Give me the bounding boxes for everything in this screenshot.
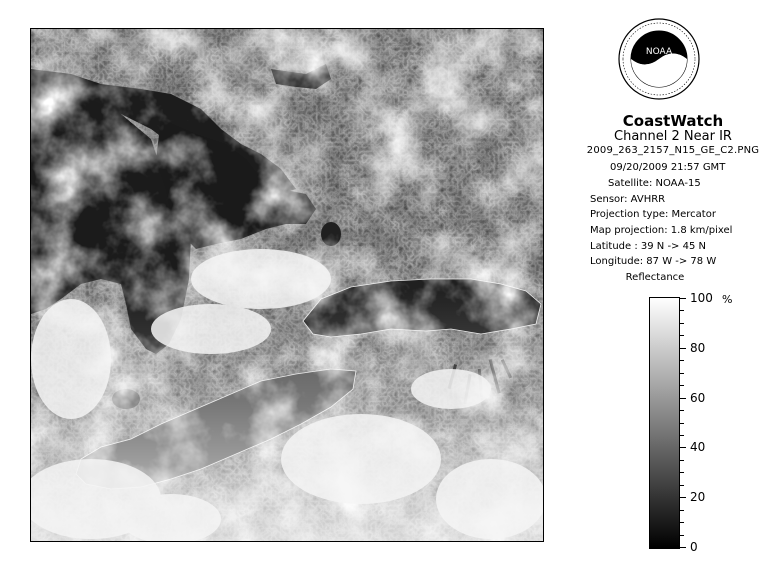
latitude-label: Latitude : 39 N -> 45 N bbox=[590, 241, 706, 252]
colorbar-minor-tick bbox=[680, 373, 684, 374]
colorbar-minor-tick bbox=[680, 485, 684, 486]
satellite-label: Satellite: NOAA-15 bbox=[608, 178, 701, 189]
colorbar-minor-tick bbox=[680, 423, 684, 424]
colorbar-minor-tick bbox=[680, 460, 684, 461]
colorbar-major-tick bbox=[680, 547, 686, 548]
channel-subtitle: Channel 2 Near IR bbox=[614, 129, 732, 144]
datetime-label: 09/20/2009 21:57 GMT bbox=[610, 162, 726, 173]
colorbar-minor-tick bbox=[680, 435, 684, 436]
colorbar-minor-tick bbox=[680, 472, 684, 473]
colorbar-tick-label: 80 bbox=[690, 340, 706, 355]
longitude-label: Longitude: 87 W -> 78 W bbox=[590, 256, 717, 267]
colorbar-minor-tick bbox=[680, 535, 684, 536]
app-title: CoastWatch bbox=[622, 112, 724, 130]
logo-text: NOAA bbox=[645, 47, 673, 57]
colorbar-major-tick bbox=[680, 497, 686, 498]
map-projection-label: Map projection: 1.8 km/pixel bbox=[590, 225, 733, 236]
colorbar-minor-tick bbox=[680, 323, 684, 324]
colorbar-minor-tick bbox=[680, 510, 684, 511]
projection-type-label: Projection type: Mercator bbox=[590, 209, 716, 220]
sensor-label: Sensor: AVHRR bbox=[590, 194, 666, 205]
reflectance-colorbar bbox=[649, 297, 680, 549]
colorbar-minor-tick bbox=[680, 360, 684, 361]
noaa-logo-icon bbox=[618, 18, 700, 110]
colorbar-unit: % bbox=[722, 293, 733, 306]
colorbar-tick-label: 20 bbox=[690, 490, 706, 505]
colorbar-major-tick bbox=[680, 398, 686, 399]
colorbar-tick-label: 60 bbox=[690, 390, 706, 405]
filename-label: 2009_263_2157_N15_GE_C2.PNG bbox=[586, 145, 760, 156]
colorbar-major-tick bbox=[680, 298, 686, 299]
colorbar-tick-label: 0 bbox=[690, 540, 698, 554]
satellite-image bbox=[30, 28, 544, 542]
colorbar-minor-tick bbox=[680, 522, 684, 523]
colorbar-tick-label: 40 bbox=[690, 440, 706, 455]
colorbar-major-tick bbox=[680, 447, 686, 448]
colorbar-title: Reflectance bbox=[625, 272, 685, 283]
colorbar-tick-label: 100 bbox=[690, 291, 713, 305]
colorbar-major-tick bbox=[680, 348, 686, 349]
colorbar-minor-tick bbox=[680, 310, 684, 311]
map-svg bbox=[31, 29, 544, 542]
colorbar-minor-tick bbox=[680, 385, 684, 386]
colorbar-minor-tick bbox=[680, 410, 684, 411]
colorbar-minor-tick bbox=[680, 335, 684, 336]
